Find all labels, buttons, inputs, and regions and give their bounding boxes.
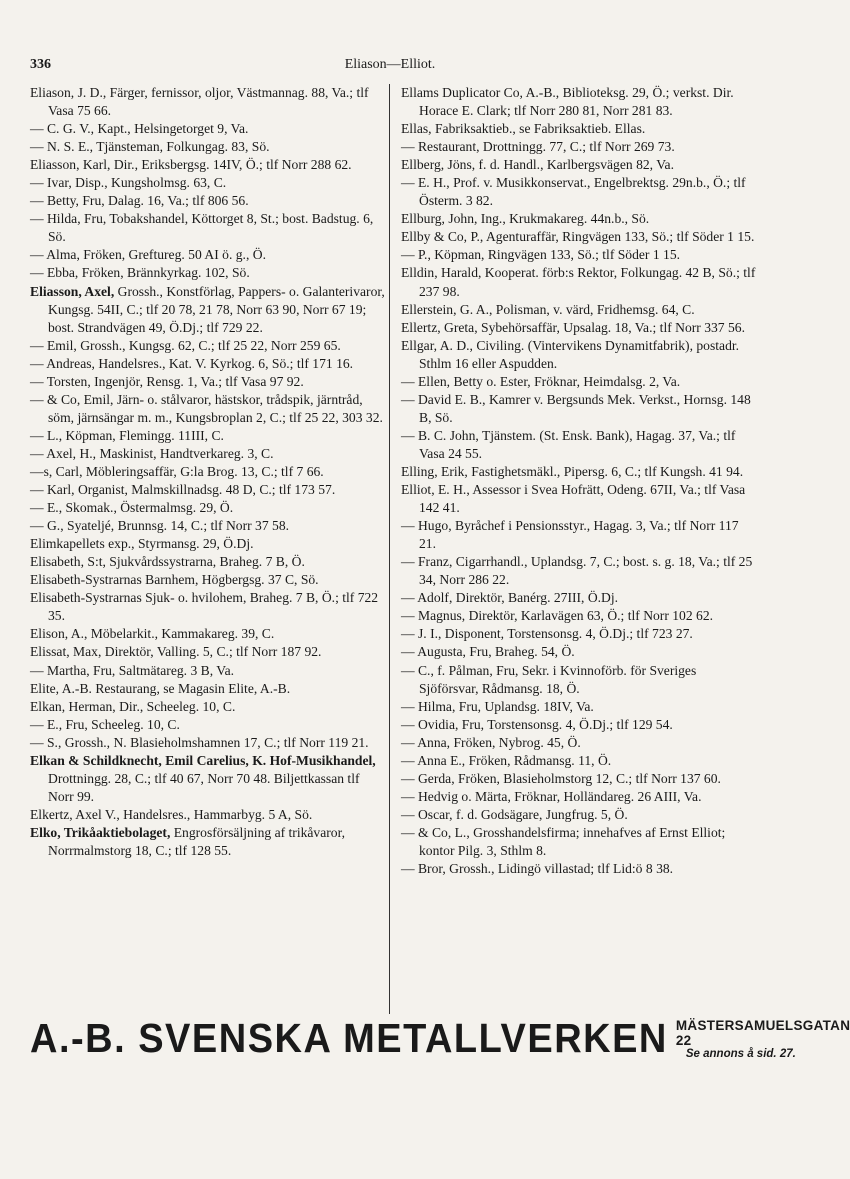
running-head: Eliason—Elliot. bbox=[344, 57, 436, 72]
directory-entry bbox=[401, 481, 756, 517]
directory-entry bbox=[401, 752, 756, 770]
directory-entry bbox=[401, 228, 756, 246]
directory-entry bbox=[30, 373, 385, 391]
entry-text: — Hilma, Fru, Uplandsg. 18IV, Va. bbox=[401, 698, 594, 714]
directory-entry bbox=[401, 860, 756, 878]
entry-text: Engrosförsäljning af trikåvaror, Norrmalmstorg 18, C.; tlf 128 55. bbox=[48, 824, 345, 858]
directory-entry bbox=[401, 174, 756, 210]
entry-text: Ellertz, Greta, Sybehörsaffär, Upsalag. 18, Va.; tlf Norr 337 56. bbox=[401, 319, 745, 335]
directory-entry bbox=[30, 698, 385, 716]
left-column bbox=[30, 84, 390, 1014]
directory-entry bbox=[30, 246, 385, 264]
directory-entry bbox=[401, 120, 756, 138]
ad-company-name: A.-B. SVENSKA METALLVERKEN bbox=[30, 1015, 668, 1062]
entry-text: — Ovidia, Fru, Torstensonsg. 4, Ö.Dj.; tlf 129 54. bbox=[401, 716, 673, 732]
directory-entry bbox=[30, 463, 385, 481]
directory-entry bbox=[30, 427, 385, 445]
directory-entry bbox=[30, 499, 385, 517]
directory-entry bbox=[30, 643, 385, 661]
directory-entry bbox=[401, 337, 756, 373]
entry-text: — G., Syateljé, Brunnsg. 14, C.; tlf Norr 37 58. bbox=[30, 518, 290, 534]
entry-text: Ellerstein, G. A., Polisman, v. värd, Fridhemsg. 64, C. bbox=[401, 301, 695, 317]
directory-entry bbox=[401, 319, 756, 337]
entry-text: — Ebba, Fröken, Brännkyrkag. 102, Sö. bbox=[30, 265, 250, 281]
directory-entry bbox=[30, 156, 385, 174]
entry-text: — Alma, Fröken, Greftureg. 50 AI ö. g., Ö. bbox=[30, 247, 266, 263]
entry-text: — C. G. V., Kapt., Helsingetorget 9, Va. bbox=[30, 121, 249, 137]
directory-entry bbox=[30, 210, 385, 246]
entry-text: — Oscar, f. d. Godsägare, Jungfrug. 5, Ö. bbox=[401, 806, 628, 822]
right-column bbox=[401, 84, 756, 1014]
directory-entry bbox=[30, 571, 385, 589]
entry-text: — Magnus, Direktör, Karlavägen 63, Ö.; tlf Norr 102 62. bbox=[401, 608, 714, 624]
advertisement-banner bbox=[30, 1015, 850, 1062]
entry-text: — E. H., Prof. v. Musikkonservat., Engelbrektsg. 29n.b., Ö.; tlf Österm. 3 82. bbox=[401, 175, 746, 209]
page-number: 336 bbox=[30, 57, 51, 72]
entry-text: —s, Carl, Möbleringsaffär, G:la Brog. 13, C.; tlf 7 66. bbox=[30, 463, 324, 479]
entry-text: — Gerda, Fröken, Blasieholmstorg 12, C.; tlf Norr 137 60. bbox=[401, 770, 721, 786]
entry-text: Eliasson, Karl, Dir., Eriksbergsg. 14IV, Ö.; tlf Norr 288 62. bbox=[30, 157, 352, 173]
entry-bold-name: Elko, Trikåaktiebolaget, bbox=[30, 824, 171, 840]
ad-address: MÄSTERSAMUELSGATAN 22 bbox=[675, 1018, 850, 1048]
directory-entry bbox=[401, 806, 756, 824]
directory-entry bbox=[401, 138, 756, 156]
entry-text: — Karl, Organist, Malmskillnadsg. 48 D, C.; tlf 173 57. bbox=[30, 482, 336, 498]
directory-entry bbox=[30, 174, 385, 192]
directory-entry bbox=[30, 355, 385, 373]
directory-entry bbox=[30, 481, 385, 499]
directory-entry bbox=[30, 192, 385, 210]
directory-entry bbox=[30, 662, 385, 680]
entry-text: Elisabeth-Systrarnas Sjuk- o. hvilohem, Braheg. 7 B, Ö.; tlf 722 35. bbox=[30, 590, 379, 624]
entry-text: — N. S. E., Tjänsteman, Folkungag. 83, Sö. bbox=[30, 139, 270, 155]
entry-text: — Anna E., Fröken, Rådmansg. 11, Ö. bbox=[401, 752, 612, 768]
entry-text: — Ivar, Disp., Kungsholmsg. 63, C. bbox=[30, 175, 227, 191]
directory-entry bbox=[30, 517, 385, 535]
entry-text: — Hilda, Fru, Tobakshandel, Köttorget 8, St.; bost. Badstug. 6, Sö. bbox=[30, 211, 374, 245]
ad-details bbox=[676, 1018, 850, 1060]
entry-text: — Anna, Fröken, Nybrog. 45, Ö. bbox=[401, 734, 581, 750]
directory-entry bbox=[30, 84, 385, 120]
entry-text: — S., Grossh., N. Blasieholmshamnen 17, C.; tlf Norr 119 21. bbox=[30, 734, 369, 750]
directory-entry bbox=[30, 283, 385, 337]
directory-entry bbox=[401, 156, 756, 174]
entry-text: Elite, A.-B. Restaurang, se Magasin Elite, A.-B. bbox=[30, 680, 291, 696]
directory-entry bbox=[30, 625, 385, 643]
entry-text: Ellams Duplicator Co, A.-B., Biblioteksg. 29, Ö.; verkst. Dir. Horace E. Clark; tlf Norr 280 81, Norr 281 83. bbox=[401, 85, 734, 119]
directory-entry bbox=[401, 427, 756, 463]
entry-text: Elimkapellets exp., Styrmansg. 29, Ö.Dj. bbox=[30, 536, 254, 552]
entry-text: Elisabeth-Systrarnas Barnhem, Högbergsg. 37 C, Sö. bbox=[30, 572, 319, 588]
entry-text: — Andreas, Handelsres., Kat. V. Kyrkog. 6, Sö.; tlf 171 16. bbox=[30, 355, 354, 371]
page-header bbox=[30, 57, 750, 79]
directory-entry bbox=[401, 607, 756, 625]
directory-entry bbox=[30, 120, 385, 138]
directory-entry bbox=[401, 517, 756, 553]
entry-text: Drottningg. 28, C.; tlf 40 67, Norr 70 48. Biljettkassan tlf Norr 99. bbox=[48, 770, 360, 804]
directory-entry bbox=[30, 806, 385, 824]
entry-text: Elkertz, Axel V., Handelsres., Hammarbyg. 5 A, Sö. bbox=[30, 806, 313, 822]
entry-bold-name: Eliasson, Axel, bbox=[30, 283, 115, 299]
entry-text: Elliot, E. H., Assessor i Svea Hofrätt, Odeng. 67II, Va.; tlf Vasa 142 41. bbox=[401, 482, 746, 516]
directory-entry bbox=[401, 698, 756, 716]
directory-entry bbox=[30, 680, 385, 698]
entry-bold-name: Elkan & Schildknecht, Emil Carelius, K. Hof-Musikhandel, bbox=[30, 752, 376, 768]
entry-text: — Betty, Fru, Dalag. 16, Va.; tlf 806 56. bbox=[30, 193, 249, 209]
entry-text: — & Co, Emil, Järn- o. stålvaror, hästskor, trådspik, järntråd, söm, järnsängar m. m., Kungsbroplan 2, C.; tlf 25 22, 303 32. bbox=[30, 391, 383, 425]
directory-entry bbox=[30, 535, 385, 553]
directory-entry bbox=[401, 463, 756, 481]
entry-text: — Ellen, Betty o. Ester, Fröknar, Heimdalsg. 2, Va. bbox=[401, 373, 681, 389]
entry-text: — E., Skomak., Östermalmsg. 29, Ö. bbox=[30, 500, 234, 516]
directory-entry bbox=[401, 662, 756, 698]
directory-entry bbox=[401, 589, 756, 607]
entry-text: — Bror, Grossh., Lidingö villastad; tlf Lid:ö 8 38. bbox=[401, 861, 674, 877]
directory-entry bbox=[401, 643, 756, 661]
entry-text: — Emil, Grossh., Kungsg. 62, C.; tlf 25 22, Norr 259 65. bbox=[30, 337, 341, 353]
entry-text: — Martha, Fru, Saltmätareg. 3 B, Va. bbox=[30, 662, 234, 678]
directory-entry bbox=[401, 391, 756, 427]
entry-text: Ellas, Fabriksaktieb., se Fabriksaktieb. Ellas. bbox=[401, 121, 646, 137]
entry-text: — David E. B., Kamrer v. Bergsunds Mek. Verkst., Hornsg. 148 B, Sö. bbox=[401, 391, 751, 425]
directory-entry bbox=[30, 264, 385, 282]
directory-entry bbox=[401, 84, 756, 120]
entry-text: — P., Köpman, Ringvägen 133, Sö.; tlf Söder 1 15. bbox=[401, 247, 681, 263]
entry-text: Elling, Erik, Fastighetsmäkl., Pipersg. 6, C.; tlf Kungsh. 41 94. bbox=[401, 463, 744, 479]
entry-text: — & Co, L., Grosshandelsfirma; innehafves af Ernst Elliot; kontor Pilg. 3, Sthlm 8. bbox=[401, 824, 726, 858]
directory-columns bbox=[30, 84, 756, 1014]
entry-text: — Hugo, Byråchef i Pensionsstyr., Hagag. 3, Va.; tlf Norr 117 21. bbox=[401, 518, 739, 552]
directory-entry bbox=[30, 716, 385, 734]
directory-entry bbox=[30, 553, 385, 571]
entry-text: Elison, A., Möbelarkit., Kammakareg. 39, C. bbox=[30, 626, 275, 642]
entry-text: Grossh., Konstförlag, Pappers- o. Galanterivaror, Kungsg. 54II, C.; tlf 20 78, 21 78, Norr 63 90, Norr 67 19; bost. Strandvägen 49, Ö.Dj.; tlf 729 22. bbox=[48, 283, 385, 335]
entry-text: Elissat, Max, Direktör, Valling. 5, C.; tlf Norr 187 92. bbox=[30, 644, 322, 660]
directory-entry bbox=[401, 625, 756, 643]
directory-entry bbox=[401, 734, 756, 752]
directory-entry bbox=[30, 138, 385, 156]
entry-text: Elldin, Harald, Kooperat. förb:s Rektor, Folkungag. 42 B, Sö.; tlf 237 98. bbox=[401, 265, 756, 299]
entry-text: Ellgar, A. D., Civiling. (Vintervikens Dynamitfabrik), postadr. Sthlm 16 eller Aspudden. bbox=[401, 337, 740, 371]
entry-text: — Hedvig o. Märta, Fröknar, Holländareg. 26 AIII, Va. bbox=[401, 788, 702, 804]
directory-entry bbox=[30, 589, 385, 625]
entry-text: — L., Köpman, Flemingg. 11III, C. bbox=[30, 427, 224, 443]
directory-entry bbox=[30, 734, 385, 752]
directory-entry bbox=[401, 373, 756, 391]
directory-entry bbox=[30, 391, 385, 427]
entry-text: — J. I., Disponent, Torstensonsg. 4, Ö.Dj.; tlf 723 27. bbox=[401, 626, 693, 642]
entry-text: Ellberg, Jöns, f. d. Handl., Karlbergsvägen 82, Va. bbox=[401, 157, 674, 173]
directory-entry bbox=[30, 445, 385, 463]
directory-entry bbox=[401, 210, 756, 228]
entry-text: — Adolf, Direktör, Banérg. 27III, Ö.Dj. bbox=[401, 590, 619, 606]
entry-text: — Franz, Cigarrhandl., Uplandsg. 7, C.; bost. s. g. 18, Va.; tlf 25 34, Norr 286 22. bbox=[401, 554, 753, 588]
directory-entry bbox=[401, 553, 756, 589]
directory-entry bbox=[401, 246, 756, 264]
entry-text: Elisabeth, S:t, Sjukvårdssystrarna, Braheg. 7 B, Ö. bbox=[30, 554, 305, 570]
entry-text: Eliason, J. D., Färger, fernissor, oljor, Västmannag. 88, Va.; tlf Vasa 75 66. bbox=[30, 85, 369, 119]
directory-entry bbox=[401, 716, 756, 734]
entry-text: — Torsten, Ingenjör, Rensg. 1, Va.; tlf Vasa 97 92. bbox=[30, 373, 304, 389]
entry-text: — B. C. John, Tjänstem. (St. Ensk. Bank), Hagag. 37, Va.; tlf Vasa 24 55. bbox=[401, 427, 736, 461]
entry-text: — E., Fru, Scheeleg. 10, C. bbox=[30, 716, 180, 732]
directory-entry bbox=[401, 824, 756, 860]
entry-text: — C., f. Pålman, Fru, Sekr. i Kvinnoförb. för Sveriges Sjöförsvar, Rådmansg. 18, Ö. bbox=[401, 662, 697, 696]
directory-entry bbox=[401, 770, 756, 788]
directory-entry bbox=[30, 337, 385, 355]
entry-text: — Axel, H., Maskinist, Handtverkareg. 3, C. bbox=[30, 445, 274, 461]
directory-entry bbox=[30, 752, 385, 806]
directory-entry bbox=[30, 824, 385, 860]
ad-reference: Se annons å sid. 27. bbox=[685, 1048, 796, 1060]
directory-entry bbox=[401, 301, 756, 319]
entry-text: Ellby & Co, P., Agenturaffär, Ringvägen 133, Sö.; tlf Söder 1 15. bbox=[401, 229, 755, 245]
entry-text: — Augusta, Fru, Braheg. 54, Ö. bbox=[401, 644, 575, 660]
entry-text: Elkan, Herman, Dir., Scheeleg. 10, C. bbox=[30, 698, 236, 714]
directory-entry bbox=[401, 264, 756, 300]
entry-text: Ellburg, John, Ing., Krukmakareg. 44n.b., Sö. bbox=[401, 211, 650, 227]
entry-text: — Restaurant, Drottningg. 77, C.; tlf Norr 269 73. bbox=[401, 139, 675, 155]
directory-entry bbox=[401, 788, 756, 806]
